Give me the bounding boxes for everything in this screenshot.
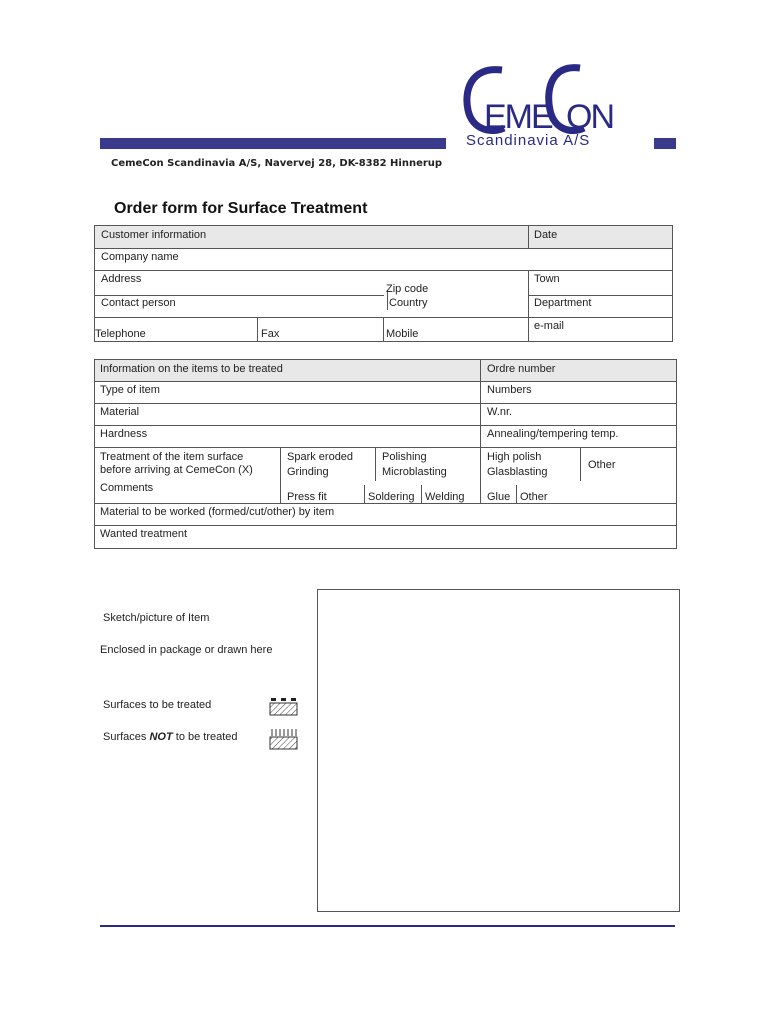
label-surfaces-treated: Surfaces to be treated xyxy=(103,699,212,711)
customer-row-line-2 xyxy=(94,270,673,271)
label-mobile: Mobile xyxy=(386,328,419,340)
label-surfaces-not-treated xyxy=(103,731,238,743)
label-welding: Welding xyxy=(425,491,465,503)
label-address: Address xyxy=(101,273,142,285)
label-department: Department xyxy=(534,297,592,309)
hatched-surface-with-marks-icon xyxy=(269,697,299,717)
label-glue: Glue xyxy=(487,491,511,503)
company-address: CemeCon Scandinavia A/S, Navervej 28, DK-8382 Hinnerup xyxy=(111,158,443,169)
customer-row-line-1 xyxy=(94,248,673,249)
header-band-left xyxy=(100,138,446,149)
label-country: Country xyxy=(389,297,428,309)
label-glasblasting: Glasblasting xyxy=(487,466,548,478)
customer-col-mobile xyxy=(383,317,384,342)
customer-col-town xyxy=(528,270,529,342)
label-enclosed: Enclosed in package or drawn here xyxy=(100,644,273,656)
label-material-worked: Material to be worked (formed/cut/other) by item xyxy=(100,506,335,518)
label-comments: Comments xyxy=(100,482,154,494)
label-treatment-line2: before arriving at CemeCon (X) xyxy=(100,464,253,476)
svg-text:ON: ON xyxy=(566,98,613,136)
label-material: Material xyxy=(100,406,140,418)
label-company-name: Company name xyxy=(101,251,179,263)
customer-col-date xyxy=(528,225,529,248)
label-email: e-mail xyxy=(534,320,564,332)
label-annealing: Annealing/tempering temp. xyxy=(487,428,619,440)
label-press-fit: Press fit xyxy=(287,491,327,503)
header-band-right xyxy=(654,138,676,149)
label-hardness: Hardness xyxy=(100,428,148,440)
label-order-number: Ordre number xyxy=(487,363,556,375)
label-wnr: W.nr. xyxy=(487,406,513,418)
surfaces-not-emphasis: NOT xyxy=(149,731,173,743)
label-customer-information: Customer information xyxy=(101,229,207,241)
label-telephone: Telephone xyxy=(95,328,146,340)
label-town: Town xyxy=(534,273,560,285)
label-polishing: Polishing xyxy=(382,451,427,463)
items-row-line-4 xyxy=(94,447,677,448)
label-type-of-item: Type of item xyxy=(100,384,160,396)
items-row-line-2 xyxy=(94,403,677,404)
items-col-glue xyxy=(516,485,517,503)
items-col-main xyxy=(480,359,481,503)
customer-row-line-3b xyxy=(528,295,673,296)
footer-line xyxy=(100,925,675,927)
items-row-line-3 xyxy=(94,425,677,426)
items-row-line-6 xyxy=(94,525,677,526)
logo-subtitle: Scandinavia A/S xyxy=(466,132,591,149)
items-row-line-5 xyxy=(94,503,677,504)
hatched-surface-with-lines-icon xyxy=(269,729,299,751)
surfaces-not-suffix: to be treated xyxy=(172,731,238,743)
label-sketch: Sketch/picture of Item xyxy=(103,612,210,624)
svg-text:EME: EME xyxy=(484,98,552,136)
page-title: Order form for Surface Treatment xyxy=(114,200,368,217)
items-col-other xyxy=(580,447,581,481)
label-treatment-line1: Treatment of the item surface xyxy=(100,451,244,463)
items-col-welding xyxy=(421,485,422,503)
label-soldering: Soldering xyxy=(368,491,415,503)
label-date: Date xyxy=(534,229,558,241)
customer-col-fax xyxy=(257,317,258,342)
label-spark-eroded: Spark eroded xyxy=(287,451,354,463)
label-wanted-treatment: Wanted treatment xyxy=(100,528,188,540)
label-other-2: Other xyxy=(520,491,548,503)
items-col-soldering xyxy=(364,485,365,503)
items-col-polishing xyxy=(375,447,376,481)
items-row-line-1 xyxy=(94,381,677,382)
sketch-drawing-area[interactable] xyxy=(317,589,680,912)
surfaces-not-prefix: Surfaces xyxy=(103,731,150,743)
label-zip-code: Zip code xyxy=(386,283,429,295)
label-other-1: Other xyxy=(588,459,616,471)
label-numbers: Numbers xyxy=(487,384,532,396)
items-col-spark xyxy=(280,447,281,503)
label-high-polish: High polish xyxy=(487,451,542,463)
label-items-info: Information on the items to be treated xyxy=(100,363,283,375)
label-contact-person: Contact person xyxy=(101,297,176,309)
label-fax: Fax xyxy=(261,328,280,340)
customer-row-line-3 xyxy=(94,295,384,296)
label-microblasting: Microblasting xyxy=(382,466,447,478)
label-grinding: Grinding xyxy=(287,466,329,478)
